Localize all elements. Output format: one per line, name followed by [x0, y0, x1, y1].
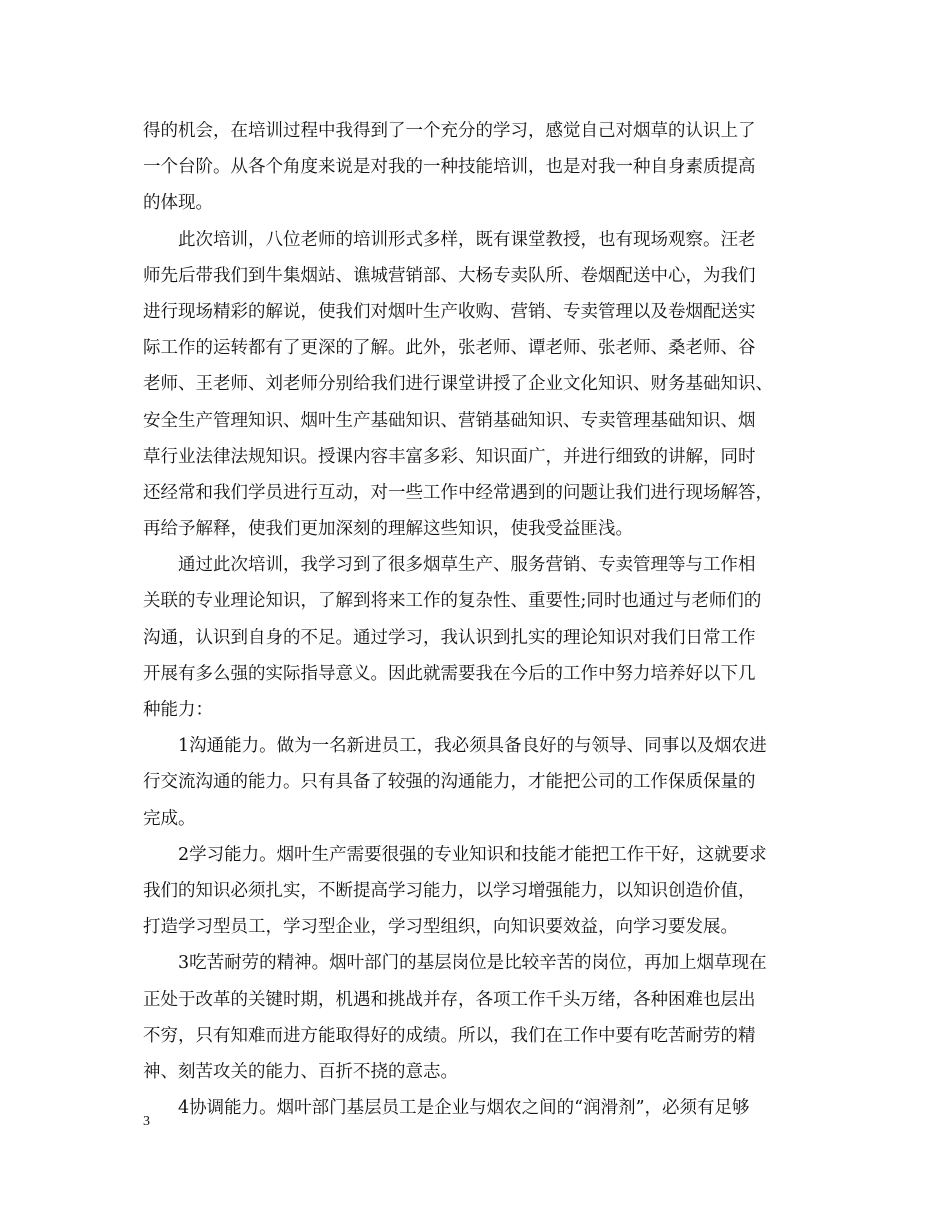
text-line: 正处于改革的关键时期，机遇和挑战并存，各项工作千头万绪，各种困难也层出: [143, 989, 756, 1010]
text-line: 一个台阶。从各个角度来说是对我的一种技能培训，也是对我一种自身素质提高: [143, 157, 756, 178]
text-line: 再给予解释，使我们更加深刻的理解这些知识，使我受益匪浅。: [143, 519, 633, 540]
text-line: 老师、王老师、刘老师分别给我们进行课堂讲授了企业文化知识、财务基础知识、: [143, 374, 773, 395]
text-line: 际工作的运转都有了更深的了解。此外，张老师、谭老师、张老师、桑老师、谷: [143, 338, 756, 359]
text-line: 我们的知识必须扎实，不断提高学习能力，以学习增强能力，以知识创造价值，: [143, 880, 756, 901]
text-line: 不穷，只有知难而进方能取得好的成绩。所以，我们在工作中要有吃苦耐劳的精: [143, 1025, 756, 1046]
text-line: 进行现场精彩的解说，使我们对烟叶生产收购、营销、专卖管理以及卷烟配送实: [143, 301, 756, 322]
text-line: 得的机会，在培训过程中我得到了一个充分的学习，感觉自己对烟草的认识上了: [143, 121, 756, 141]
text-line: 打造学习型员工，学习型企业，学习型组织，向知识要效益，向学习要发展。: [143, 917, 738, 938]
text-line: 安全生产管理知识、烟叶生产基础知识、营销基础知识、专卖管理基础知识、烟: [143, 410, 756, 431]
paragraph-start-line: 1沟通能力。做为一名新进员工，我必须具备良好的与领导、同事以及烟农进: [178, 736, 767, 757]
page-number: 3: [143, 1114, 150, 1129]
body-text: [143, 113, 823, 1126]
paragraph-start-line: 此次培训，八位老师的培训形式多样，既有课堂教授，也有现场观察。汪老: [178, 229, 756, 250]
text-line: 还经常和我们学员进行互动，对一些工作中经常遇到的问题让我们进行现场解答，: [143, 482, 773, 503]
text-line: 种能力：: [143, 700, 213, 720]
text-line: 沟通，认识到自身的不足。通过学习，我认识到扎实的理论知识对我们日常工作: [143, 627, 756, 648]
paragraph-start-line: 2学习能力。烟叶生产需要很强的专业知识和技能才能把工作干好，这就要求: [178, 844, 767, 865]
text-line: 行交流沟通的能力。只有具备了较强的沟通能力，才能把公司的工作保质保量的: [143, 772, 756, 793]
text-line: 开展有多么强的实际指导意义。因此就需要我在今后的工作中努力培养好以下几: [143, 663, 756, 684]
paragraph-start-line: 通过此次培训，我学习到了很多烟草生产、服务营销、专卖管理等与工作相: [178, 555, 756, 576]
paragraph-start-line: 3吃苦耐劳的精神。烟叶部门的基层岗位是比较辛苦的岗位，再加上烟草现在: [178, 953, 767, 974]
text-line: 的体现。: [143, 193, 213, 214]
text-line: 完成。: [143, 808, 196, 829]
text-line: 关联的专业理论知识，了解到将来工作的复杂性、重要性;同时也通过与老师们的: [143, 591, 762, 612]
text-line: 师先后带我们到牛集烟站、谯城营销部、大杨专卖队所、卷烟配送中心，为我们: [143, 265, 756, 286]
text-line: 草行业法律法规知识。授课内容丰富多彩、知识面广，并进行细致的讲解，同时: [143, 446, 756, 467]
text-line: 神、刻苦攻关的能力、百折不挠的意志。: [143, 1061, 458, 1082]
paragraph-start-line: 4协调能力。烟叶部门基层员工是企业与烟农之间的“润滑剂”，必须有足够: [178, 1098, 750, 1119]
